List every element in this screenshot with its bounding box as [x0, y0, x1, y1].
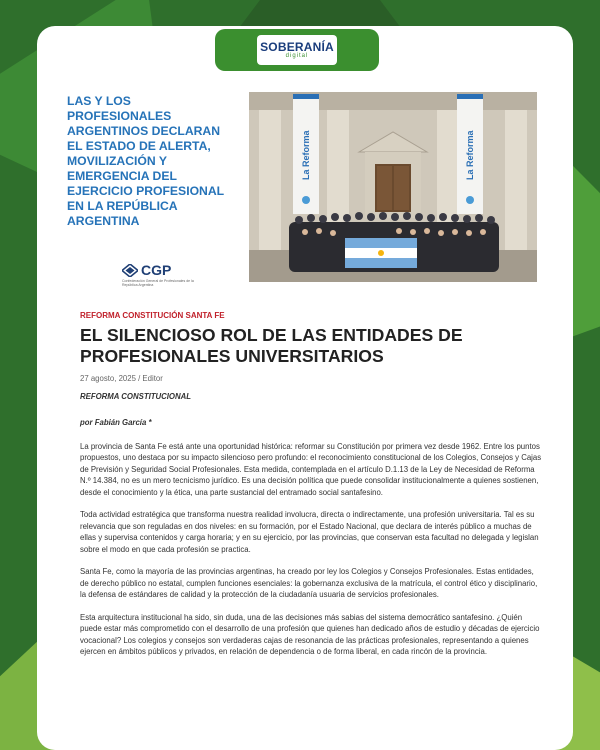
- building-photo-illustration: [249, 92, 537, 282]
- argentina-flag-icon: [345, 238, 417, 268]
- article-section: REFORMA CONSTITUCIONAL: [80, 392, 192, 401]
- article-paragraph: Esta arquitectura institucional ha sido, sin duda, una de las decisiones más sabias del sistema democrático santafesino. ¿Quién puede estar más comprometido con el desarrollo de una profesión que quienes han dedicado años de estudio y décadas de ejercicio vocacional? Los colegios y consejos son verdaderas cajas de resonancia de las prácticas profesionales, representando a quienes ejercen en ámbitos públicos y privados, en relación de dependencia o de forma liberal, en cada rincón de la provincia.: [80, 613, 540, 657]
- article-card: [37, 26, 573, 750]
- article-title: EL SILENCIOSO ROL DE LAS ENTIDADES DE PROFESIONALES UNIVERSITARIOS: [80, 325, 463, 366]
- article-category[interactable]: REFORMA CONSTITUCIÓN SANTA FE: [80, 311, 225, 320]
- cgp-description: Confederación General de Profesionales de la República Argentina: [122, 279, 194, 287]
- article-meta: 27 agosto, 2025 / Editor: [80, 374, 163, 383]
- hero-headline: LAS Y LOS PROFESIONALES ARGENTINOS DECLARAN EL ESTADO DE ALERTA, MOVILIZACIÓN Y EMERGENCIA DEL EJERCICIO PROFESIONAL EN LA REPÚBLICA ARGENTINA: [67, 94, 224, 228]
- article-paragraph: La provincia de Santa Fe está ante una oportunidad histórica: reformar su Constitución por primera vez desde 1962. Entre los puntos propuestos, uno destaca por su impacto silencioso pero profundo: el reconocimiento constitucional de los Colegios, Consejos y Cajas de Previsión y Seguridad Social Profesionales. Esta medida, contemplada en el artículo D.1.13 de la Ley de Necesidad de Reforma N.º 14.384, no es un mero tecnicismo jurídico. Es una decisión política que puede consolidar institucionalmente a quienes sostienen, desde el conocimiento y la ética, una parte sustancial del entramado social santafesino.: [80, 442, 542, 497]
- article-paragraph: Santa Fe, como la mayoría de las provincias argentinas, ha creado por ley los Colegios y Consejos Profesionales. Estas entidades, de derecho público no estatal, cumplen funciones esenciales: la gobernanza exclusiva de la matrícula, el control ético y disciplinario, la defensa de estándares de calidad y la protección de la ciudadanía usuaria de servicios profesionales.: [80, 567, 538, 600]
- cgp-name: CGP: [141, 262, 172, 278]
- article-body: [80, 441, 542, 669]
- banner-left-text: La Reforma: [301, 130, 311, 180]
- cgp-emblem-icon: [122, 264, 138, 277]
- article-paragraph: Toda actividad estratégica que transforma nuestra realidad involucra, directa o indirectamente, una profesión universitaria. Tal es su relevancia que son reguladas en dos niveles: en su formación, por el Estado Nacional, que declara de interés público a muchas de ellas y supervisa contenidos y carga horaria; y en su ejercicio, por las provincias, que conservan esta facultad no delegada y legislan sobre el modo en que cada profesión se practica.: [80, 510, 539, 554]
- logo-name: SOBERANÍA: [260, 39, 334, 54]
- logo-badge: [257, 35, 337, 65]
- article-byline: por Fabián García *: [80, 418, 152, 427]
- logo-subtitle: digital: [285, 52, 309, 59]
- cgp-logo: [122, 262, 202, 287]
- group-photo: [249, 92, 537, 282]
- banner-right-text: La Reforma: [465, 130, 475, 180]
- site-logo[interactable]: [215, 29, 379, 71]
